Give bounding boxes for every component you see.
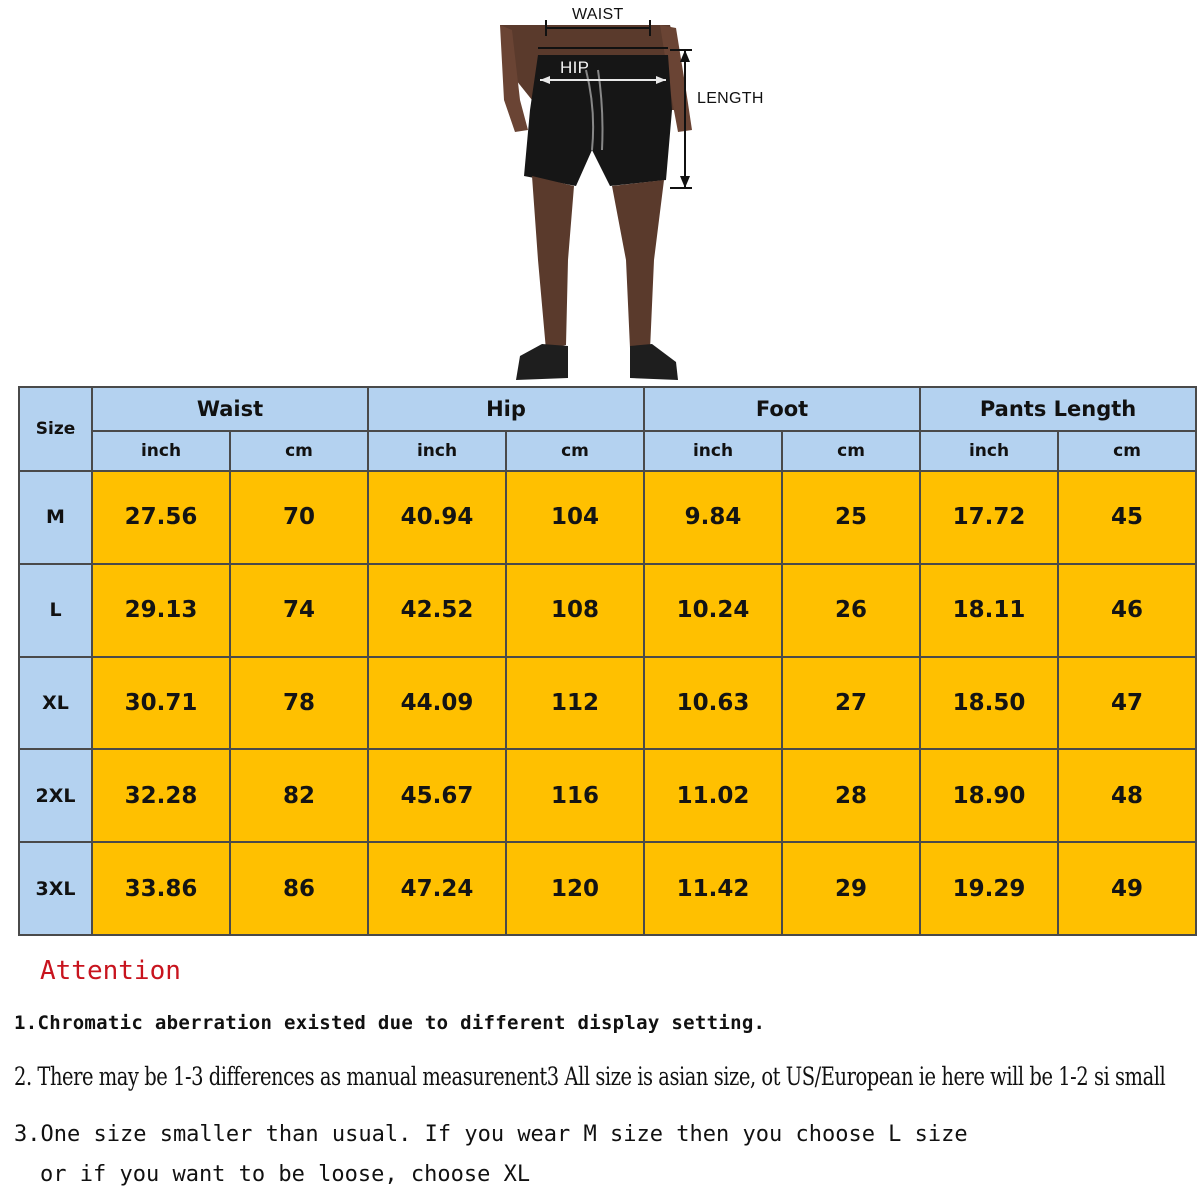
note-item: 3.One size smaller than usual. If you wear M size then you choose L size [14,1122,968,1147]
value-cell: 104 [506,471,644,564]
table-row [19,471,1196,564]
table-row [19,749,1196,842]
value-cell: 26 [782,564,920,657]
value-cell: 108 [506,564,644,657]
value-cell: 47 [1058,657,1196,750]
value-cell: 45 [1058,471,1196,564]
value-cell: 18.11 [920,564,1058,657]
value-cell: 17.72 [920,471,1058,564]
pants-length-cm-header: cm [1058,431,1196,471]
pants-length-inch-header: inch [920,431,1058,471]
value-cell: 10.24 [644,564,782,657]
value-cell: 86 [230,842,368,935]
hip-group-header: Hip [368,387,644,431]
size-cell: M [19,471,92,564]
value-cell: 46 [1058,564,1196,657]
note-item: 2. There may be 1-3 differences as manual measurenent3 All size is asian size, ot US/European ie here will be 1-2 si small [14,1062,1166,1091]
foot-group-header: Foot [644,387,920,431]
hip-measure-label: HIP [560,58,590,77]
note-item-continuation: or if you want to be loose, choose XL [40,1162,531,1187]
value-cell: 70 [230,471,368,564]
value-cell: 78 [230,657,368,750]
waist-measure-label: WAIST [572,6,624,23]
value-cell: 27.56 [92,471,230,564]
length-measure-label: LENGTH [697,90,764,107]
model-illustration [480,0,800,385]
value-cell: 19.29 [920,842,1058,935]
value-cell: 30.71 [92,657,230,750]
foot-inch-header: inch [644,431,782,471]
size-column-header: Size [19,387,92,471]
hip-cm-header: cm [506,431,644,471]
value-cell: 44.09 [368,657,506,750]
value-cell: 116 [506,749,644,842]
table-row [19,564,1196,657]
attention-heading: Attention [40,956,181,986]
value-cell: 29 [782,842,920,935]
size-cell: 2XL [19,749,92,842]
value-cell: 11.42 [644,842,782,935]
left-shoe-shape [516,344,568,380]
value-cell: 33.86 [92,842,230,935]
size-cell: XL [19,657,92,750]
size-chart-table [18,386,1197,936]
value-cell: 28 [782,749,920,842]
pants-length-group-header: Pants Length [920,387,1196,431]
table-row [19,842,1196,935]
value-cell: 25 [782,471,920,564]
note-item: 1.Chromatic aberration existed due to different display setting. [14,1012,766,1034]
hip-inch-header: inch [368,431,506,471]
value-cell: 18.90 [920,749,1058,842]
value-cell: 32.28 [92,749,230,842]
value-cell: 45.67 [368,749,506,842]
right-leg-shape [612,180,664,350]
table-row [19,657,1196,750]
foot-cm-header: cm [782,431,920,471]
value-cell: 29.13 [92,564,230,657]
shorts-model-figure [480,0,800,385]
left-leg-shape [532,176,574,350]
value-cell: 49 [1058,842,1196,935]
right-shoe-shape [630,344,678,380]
value-cell: 10.63 [644,657,782,750]
size-cell: 3XL [19,842,92,935]
value-cell: 40.94 [368,471,506,564]
value-cell: 9.84 [644,471,782,564]
size-cell: L [19,564,92,657]
waist-cm-header: cm [230,431,368,471]
value-cell: 42.52 [368,564,506,657]
waist-inch-header: inch [92,431,230,471]
value-cell: 47.24 [368,842,506,935]
value-cell: 27 [782,657,920,750]
value-cell: 18.50 [920,657,1058,750]
value-cell: 112 [506,657,644,750]
value-cell: 82 [230,749,368,842]
value-cell: 11.02 [644,749,782,842]
waist-group-header: Waist [92,387,368,431]
value-cell: 48 [1058,749,1196,842]
value-cell: 74 [230,564,368,657]
value-cell: 120 [506,842,644,935]
